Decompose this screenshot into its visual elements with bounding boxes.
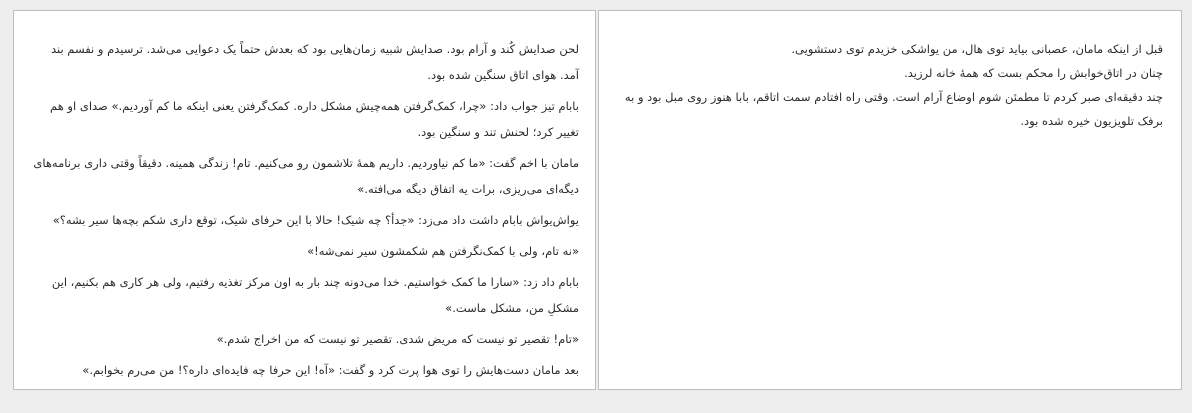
left-page xyxy=(13,10,596,390)
paragraph: بابام داد زد: «سارا ما کمک خواستیم. خدا می‌دونه چند بار به اون مرکز تغذیه رفتیم، ولی هر کاری هم بکنیم، این مشکلِ من، مشکل ماست.» xyxy=(51,275,579,315)
paragraph: یواش‌یواش بابام داشت داد می‌زد: «جدأ؟ چه شیک! حالا با این حرفای شیک، توقع داری شکم بچه‌ها سیر بشه؟» xyxy=(52,213,579,227)
paragraph: بعد مامان دست‌هایش را توی هوا پرت کرد و گفت: «آه! این حرفا چه فایده‌ای داره؟! من می‌رم بخوابم.» xyxy=(82,363,579,377)
paragraph: مامان با اخم گفت: «ما کم نیاوردیم. داریم همهٔ تلاشمون رو می‌کنیم. تام! زندگی همینه. دقیقاً وقتی داری برنامه‌های دیگه‌ای می‌ریزی، برات یه اتفاق دیگه می‌افته.» xyxy=(33,156,579,196)
paragraph: چند دقیقه‌ای صبر کردم تا مطمئن شوم اوضاع آرام است. وقتی راه افتادم سمت اتاقم، بابا هنوز روی مبل بود و به برفک تلویزیون خیره شده بود. xyxy=(624,90,1163,128)
paragraph: «تام! تقصیر تو نیست که مریض شدی. تقصیر تو نیست که من اخراج شدم.» xyxy=(216,332,579,346)
right-page xyxy=(598,10,1182,390)
paragraph: «نه تام، ولی با کمک‌نگرفتن هم شکمشون سیر نمی‌شه!» xyxy=(307,244,579,258)
paragraph: بابام تیز جواب داد: «چرا، کمک‌گرفتن همه‌چیش مشکل داره. کمک‌گرفتن یعنی اینکه ما کم آوردیم.» صدای او هم تغییر کرد؛ لحنش تند و سنگین بود. xyxy=(50,99,579,139)
paragraph: قبل از اینکه مامان، عصبانی بیاید توی هال، من یواشکی خزیدم توی دستشویی. xyxy=(791,42,1163,56)
paragraph: لحن صدایش کُند و آرام بود. صدایش شبیه زمان‌هایی بود که بعدش حتماً یک دعوایی می‌شد. ترسیدم و نفسم بند آمد. هوای اتاق سنگین شده بود. xyxy=(50,42,579,82)
paragraph: چنان در اتاق‌خوابش را محکم بست که همهٔ خانه لرزید. xyxy=(904,66,1163,80)
